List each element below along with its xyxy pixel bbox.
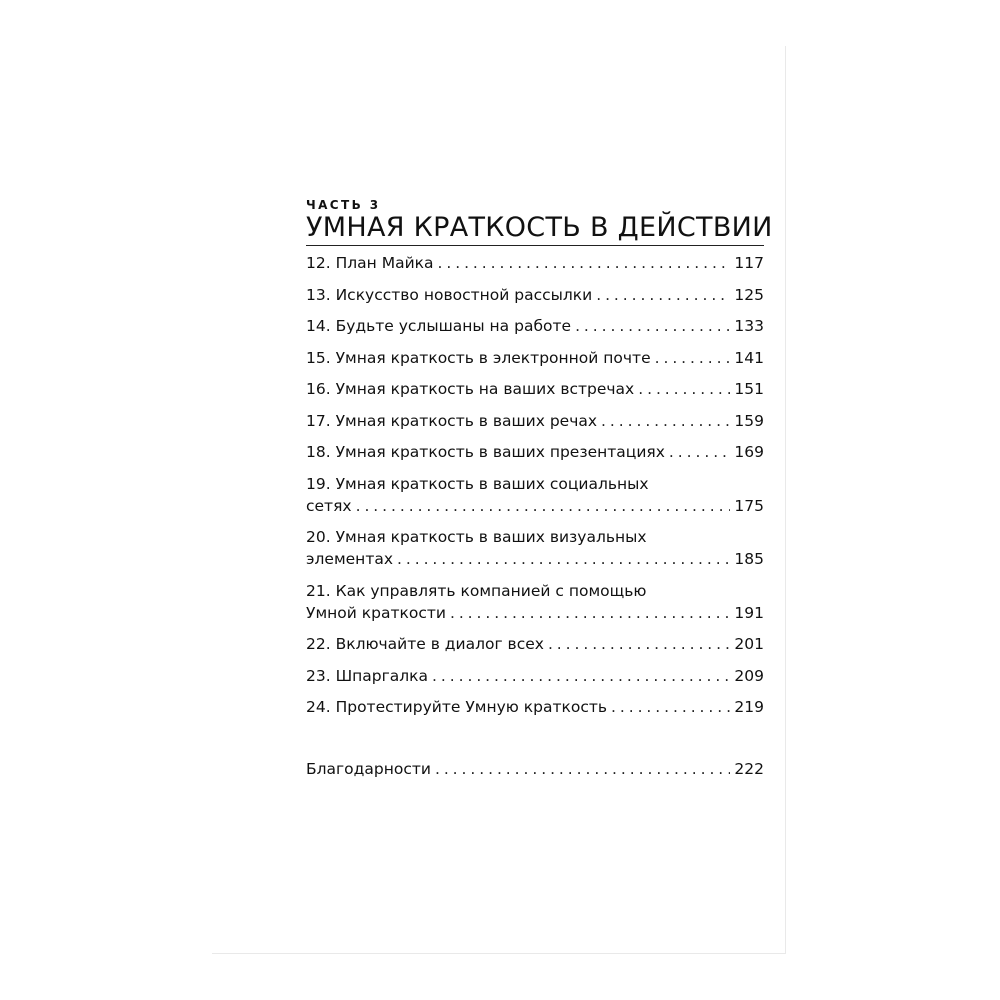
dot-leader — [435, 758, 730, 780]
toc-entry-page: 141 — [734, 348, 764, 367]
toc-entry-page: 219 — [734, 698, 764, 716]
toc-entry — [306, 378, 764, 400]
toc-entry-page: 209 — [734, 666, 764, 685]
toc-entry-title: сетях — [306, 496, 352, 515]
toc-entry-title-line1: 21. Как управлять компанией с помощью — [306, 581, 647, 600]
toc-entry-title: 24. Протестируйте Умную краткость — [306, 698, 608, 716]
toc-entry — [306, 526, 764, 570]
toc-entry-title: Умной краткости — [306, 603, 446, 622]
toc-entry-page: 191 — [734, 603, 764, 622]
toc-entry-page: 185 — [734, 550, 764, 568]
toc-entry — [306, 315, 764, 337]
dot-leader — [548, 633, 730, 655]
toc-entry-title: Благодарности — [306, 760, 431, 778]
toc-entry — [306, 580, 764, 624]
dot-leader — [596, 284, 730, 306]
toc-entry — [306, 696, 764, 718]
toc-entry — [306, 347, 764, 369]
part-label: ЧАСТЬ 3 — [306, 198, 381, 212]
dot-leader — [397, 548, 730, 570]
toc-entry — [306, 665, 764, 687]
toc-entry — [306, 410, 764, 432]
toc-entry-acknowledgments — [306, 758, 764, 780]
toc-entry-page: 117 — [734, 254, 764, 272]
dot-leader — [601, 410, 730, 432]
title-underline — [306, 245, 764, 246]
toc-entry-title: 13. Искусство новостной рассылки — [306, 285, 593, 304]
dot-leader — [450, 602, 730, 624]
toc-entry-page: 159 — [734, 411, 764, 430]
toc-entry-title: 23. Шпаргалка — [306, 666, 429, 685]
toc-entry — [306, 473, 764, 517]
dot-leader — [356, 495, 731, 517]
dot-leader — [669, 441, 730, 463]
toc-entry-title: 12. План Майка — [306, 254, 434, 272]
toc-entry-title: 16. Умная краткость на ваших встречах — [306, 380, 635, 398]
dot-leader — [575, 315, 730, 337]
dot-leader — [638, 378, 730, 400]
toc-entry-page: 222 — [734, 760, 764, 778]
toc-entry-page: 133 — [734, 317, 764, 335]
toc-entry — [306, 441, 764, 463]
toc-entry-title-line1: 19. Умная краткость в ваших социальных — [306, 474, 649, 493]
toc-entry-title: 22. Включайте в диалог всех — [306, 635, 544, 653]
toc-entry-title: 17. Умная краткость в ваших речах — [306, 411, 598, 430]
toc-entry-title-line1: 20. Умная краткость в ваших визуальных — [306, 528, 647, 546]
toc-entry-page: 125 — [734, 285, 764, 304]
dot-leader — [655, 347, 731, 369]
toc-entry-page: 175 — [734, 496, 764, 515]
toc-entry — [306, 633, 764, 655]
toc-entry-title: 15. Умная краткость в электронной почте — [306, 348, 651, 367]
table-of-contents — [306, 196, 773, 790]
toc-entry-title: 18. Умная краткость в ваших презентациях — [306, 443, 665, 461]
toc-entry-title: 14. Будьте услышаны на работе — [306, 317, 572, 335]
toc-entry-page: 151 — [734, 380, 764, 398]
toc-entry-page: 169 — [734, 443, 764, 461]
dot-leader — [438, 252, 731, 274]
toc-list — [306, 252, 764, 780]
toc-entry — [306, 252, 764, 274]
part-title: УМНАЯ КРАТКОСТЬ В ДЕЙСТВИИ — [306, 212, 773, 243]
dot-leader — [432, 665, 730, 687]
toc-entry-title: элементах — [306, 550, 394, 568]
toc-entry — [306, 284, 764, 306]
dot-leader — [611, 696, 730, 718]
toc-entry-page: 201 — [734, 635, 764, 653]
